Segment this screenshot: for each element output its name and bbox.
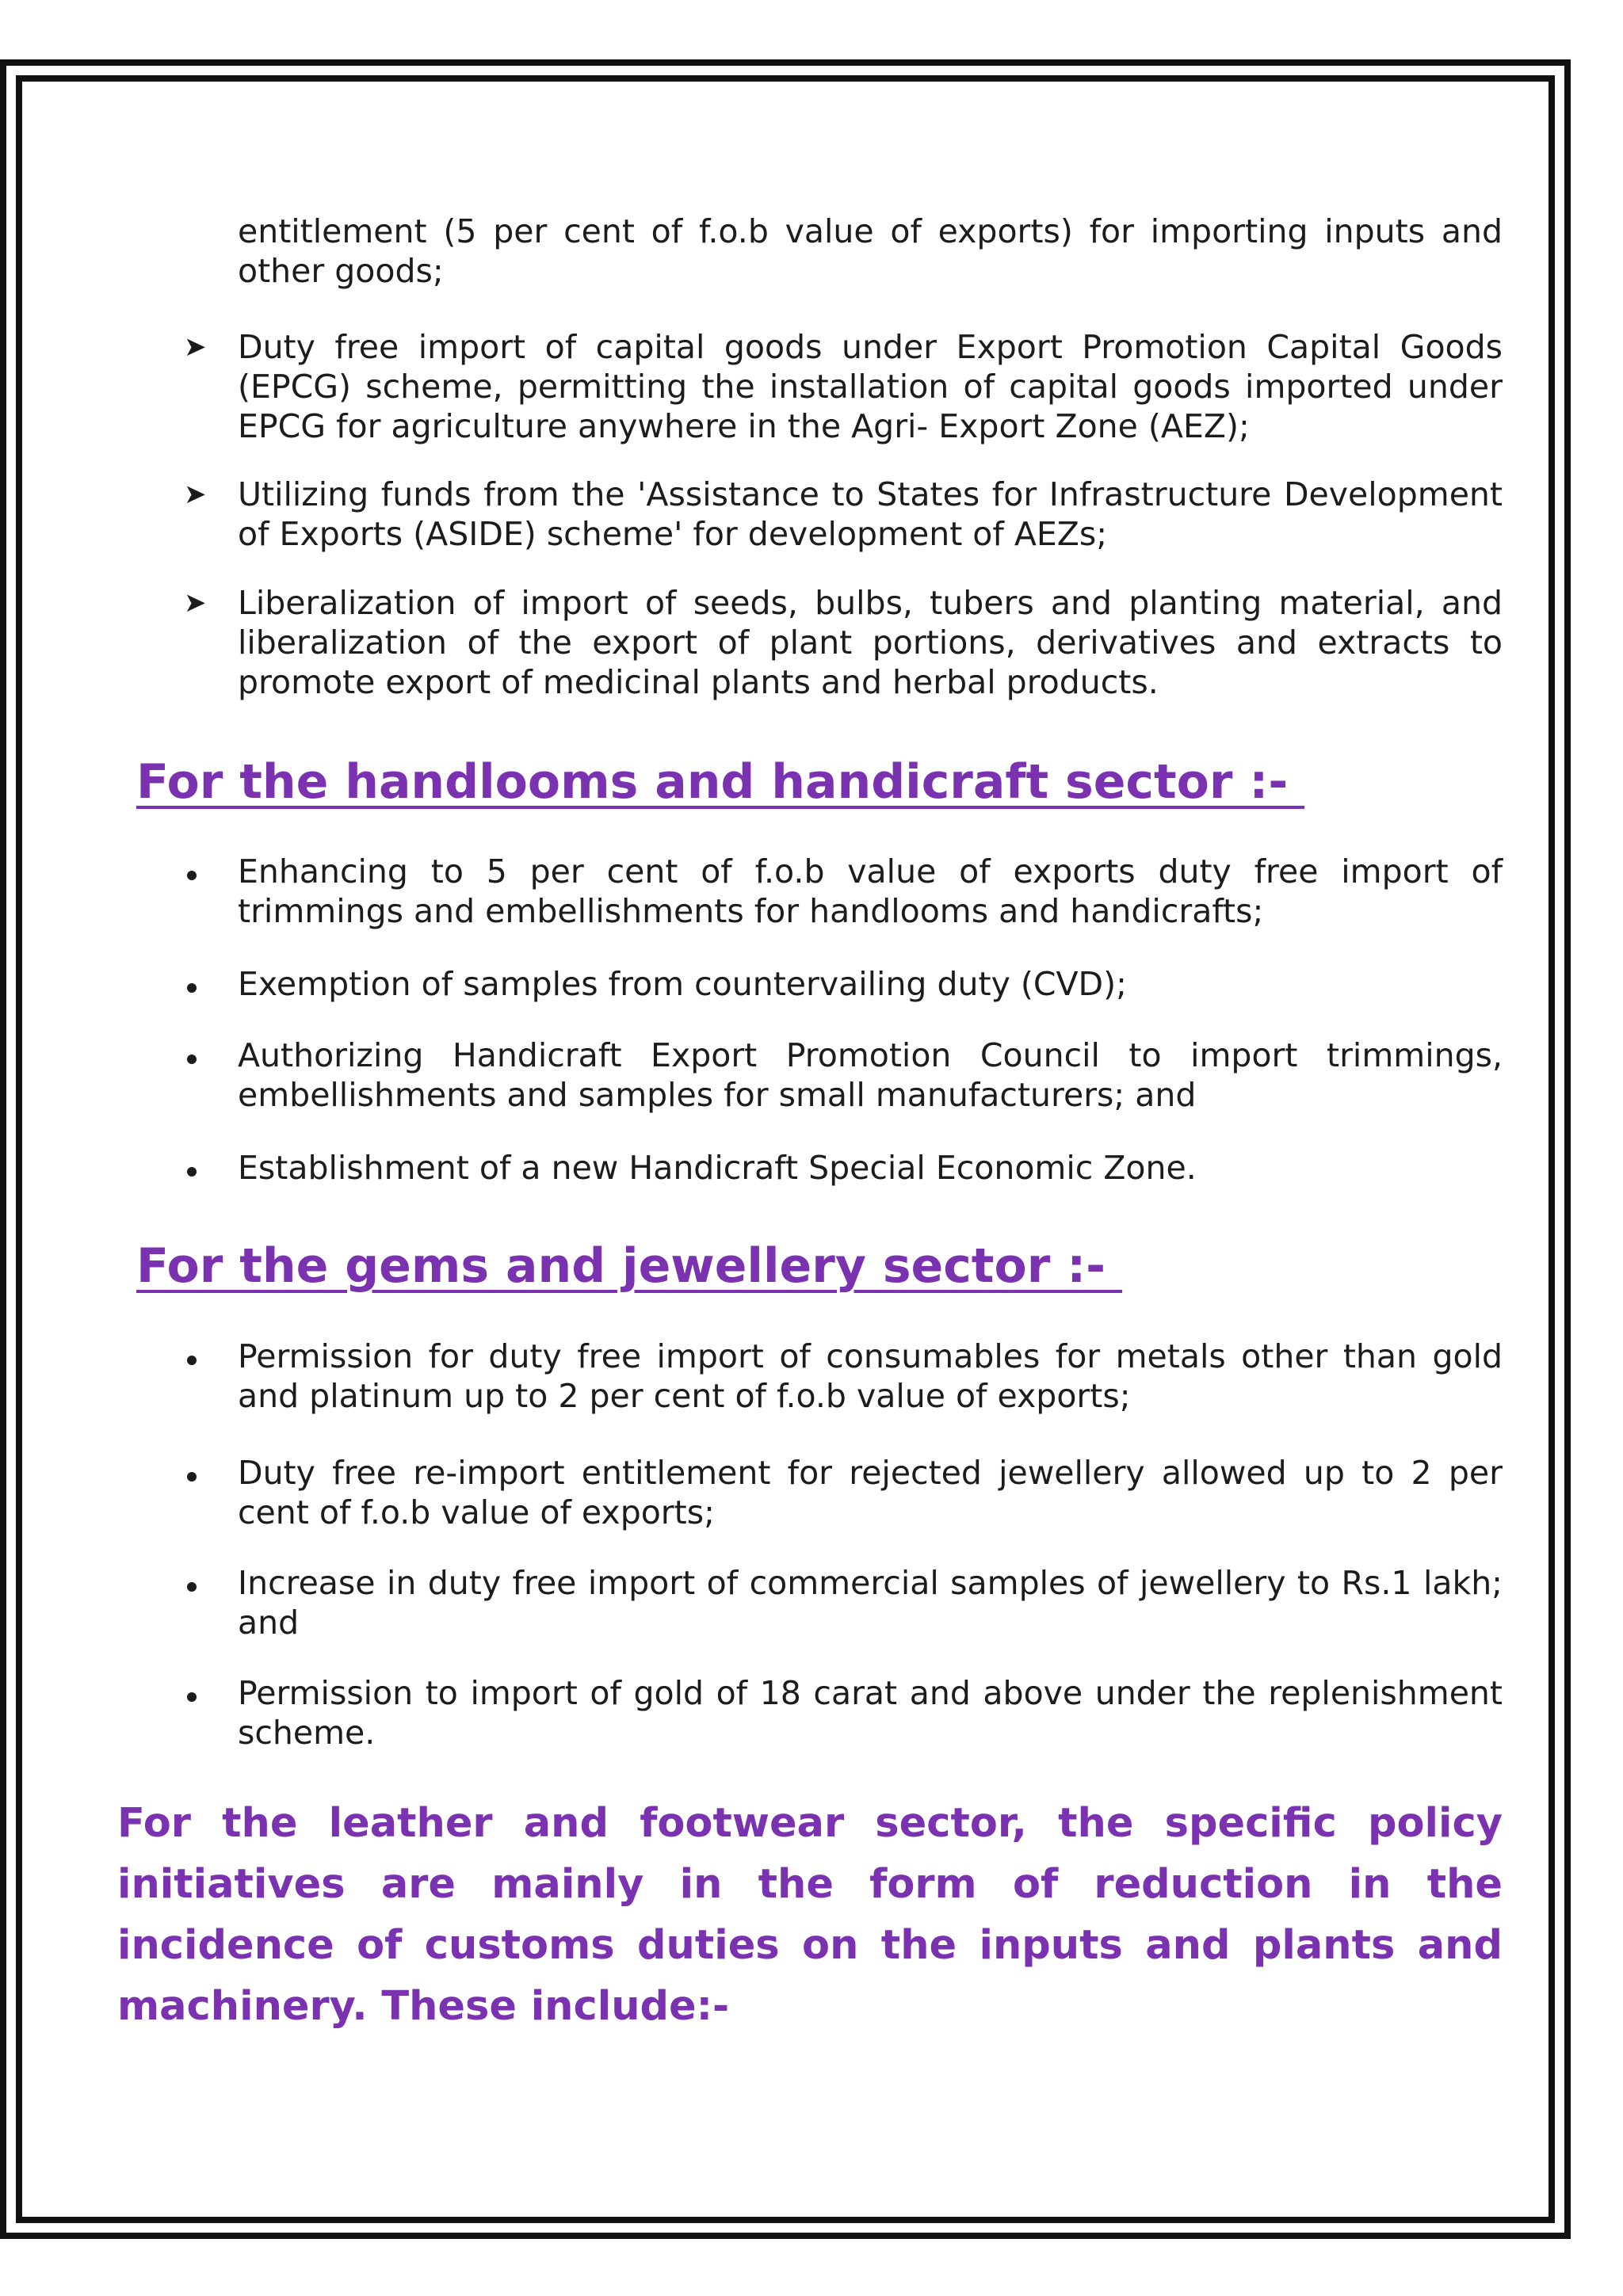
list-item: Exemption of samples from countervailing duty (CVD); bbox=[238, 965, 1127, 1003]
list-item: Duty free re-import entitlement for rejected jewellery allowed up to 2 per cent of f.o.b value of exports; bbox=[238, 1454, 1503, 1531]
list-item: Permission for duty free import of consumables for metals other than gold and platinum up to 2 per cent of f.o.b value of exports; bbox=[238, 1337, 1503, 1415]
arrowhead-bullet-icon: ➤ bbox=[184, 587, 207, 619]
section-heading-handlooms: For the handlooms and handicraft sector :- bbox=[136, 754, 1305, 810]
round-bullet-icon bbox=[187, 1692, 197, 1702]
round-bullet-icon bbox=[187, 1582, 197, 1592]
list-item: Authorizing Handicraft Export Promotion Council to import trimmings, embellishments and samples for small manufacturers; and bbox=[238, 1036, 1503, 1114]
closing-paragraph: For the leather and footwear sector, the specific policy initiatives are mainly in the form of reduction in the incidence of customs duties on the inputs and plants and machinery. These include:- bbox=[117, 1800, 1503, 2030]
round-bullet-icon bbox=[187, 1472, 197, 1482]
list-item: Liberalization of import of seeds, bulbs, tubers and planting material, and liberalization of the export of plant portions, derivatives and extracts to promote export of medicinal plants and herbal products. bbox=[238, 584, 1503, 701]
round-bullet-icon bbox=[187, 983, 197, 993]
arrowhead-bullet-icon: ➤ bbox=[184, 479, 207, 510]
round-bullet-icon bbox=[187, 1167, 197, 1177]
list-item: Enhancing to 5 per cent of f.o.b value of exports duty free import of trimmings and embellishments for handlooms and handicrafts; bbox=[238, 852, 1503, 930]
arrowhead-bullet-icon: ➤ bbox=[184, 331, 207, 363]
round-bullet-icon bbox=[187, 1356, 197, 1365]
round-bullet-icon bbox=[187, 1055, 197, 1064]
list-item: Establishment of a new Handicraft Special Economic Zone. bbox=[238, 1149, 1197, 1187]
list-item: Permission to import of gold of 18 carat and above under the replenishment scheme. bbox=[238, 1674, 1503, 1752]
section-heading-gems: For the gems and jewellery sector :- bbox=[136, 1238, 1122, 1294]
list-item: Duty free import of capital goods under Export Promotion Capital Goods (EPCG) scheme, permitting the installation of capital goods imported under EPCG for agriculture anywhere in the Agri- Export Zone (AEZ); bbox=[238, 328, 1503, 445]
list-item: Utilizing funds from the 'Assistance to States for Infrastructure Development of Exports (ASIDE) scheme' for development of AEZs; bbox=[238, 475, 1503, 553]
round-bullet-icon bbox=[187, 871, 197, 880]
continuation-paragraph: entitlement (5 per cent of f.o.b value of exports) for importing inputs and other goods; bbox=[238, 212, 1503, 290]
list-item: Increase in duty free import of commercial samples of jewellery to Rs.1 lakh; and bbox=[238, 1564, 1503, 1642]
